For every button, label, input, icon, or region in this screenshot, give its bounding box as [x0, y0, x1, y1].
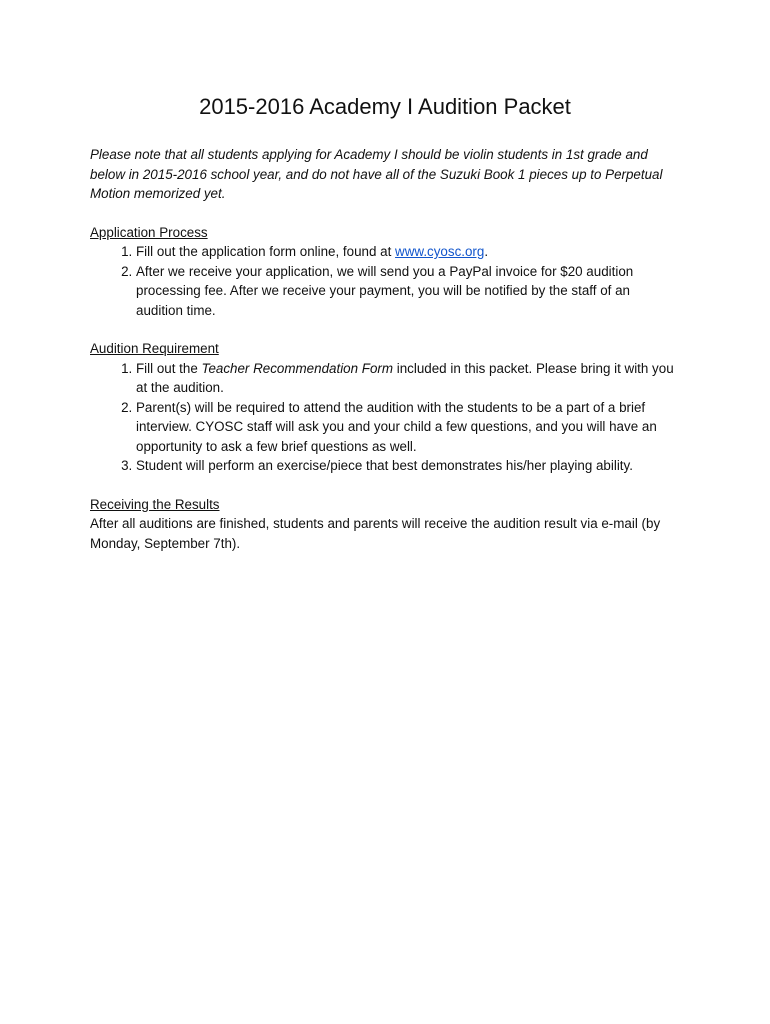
list-item [136, 398, 680, 457]
page-title: 2015-2016 Academy I Audition Packet [199, 94, 571, 119]
list-item [136, 242, 680, 262]
list-item-text: Student will perform an exercise/piece that best demonstrates his/her playing ability. [136, 458, 633, 473]
receiving-results-body: After all auditions are finished, students and parents will receive the audition result via e-mail (by Monday, September 7th). [90, 516, 661, 551]
list-item-text: included in this packet. Please bring it with you at the audition. [136, 360, 674, 395]
list-item [136, 262, 680, 321]
audition-requirement-heading: Audition Requirement [90, 341, 219, 356]
receiving-results-heading: Receiving the Results [90, 496, 220, 512]
teacher-recommendation-form-name: Teacher Recommendation Form [201, 360, 394, 376]
cyosc-website-link[interactable]: www.cyosc.org [395, 244, 485, 259]
list-item-text: Parent(s) will be required to attend the audition with the students to be a part of a brief interview. CYOSC staff will ask you and your child a few questions, and you will have an opportunity to ask a few brief questions as well. [136, 399, 657, 454]
list-item [136, 456, 680, 476]
application-process-list [90, 242, 680, 320]
intro-note: Please note that all students applying for Academy I should be violin students in 1st grade and below in 2015-2016 school year, and do not have all of the Suzuki Book 1 pieces up to Perpetual Motion memorized yet. [90, 147, 663, 201]
list-item-text: . [484, 244, 489, 259]
list-item-text: Fill out the application form online, found at [136, 244, 396, 259]
list-item [136, 359, 680, 398]
receiving-results-section [90, 495, 680, 554]
audition-requirement-section [90, 339, 680, 476]
application-process-heading: Application Process [90, 224, 208, 240]
list-item-text: Fill out the [136, 360, 202, 376]
audition-requirement-list [90, 359, 680, 476]
application-process-section [90, 223, 680, 321]
list-item-text: After we receive your application, we will send you a PayPal invoice for $20 audition processing fee. After we receive your payment, you will be notified by the staff of an audition time. [136, 263, 634, 318]
